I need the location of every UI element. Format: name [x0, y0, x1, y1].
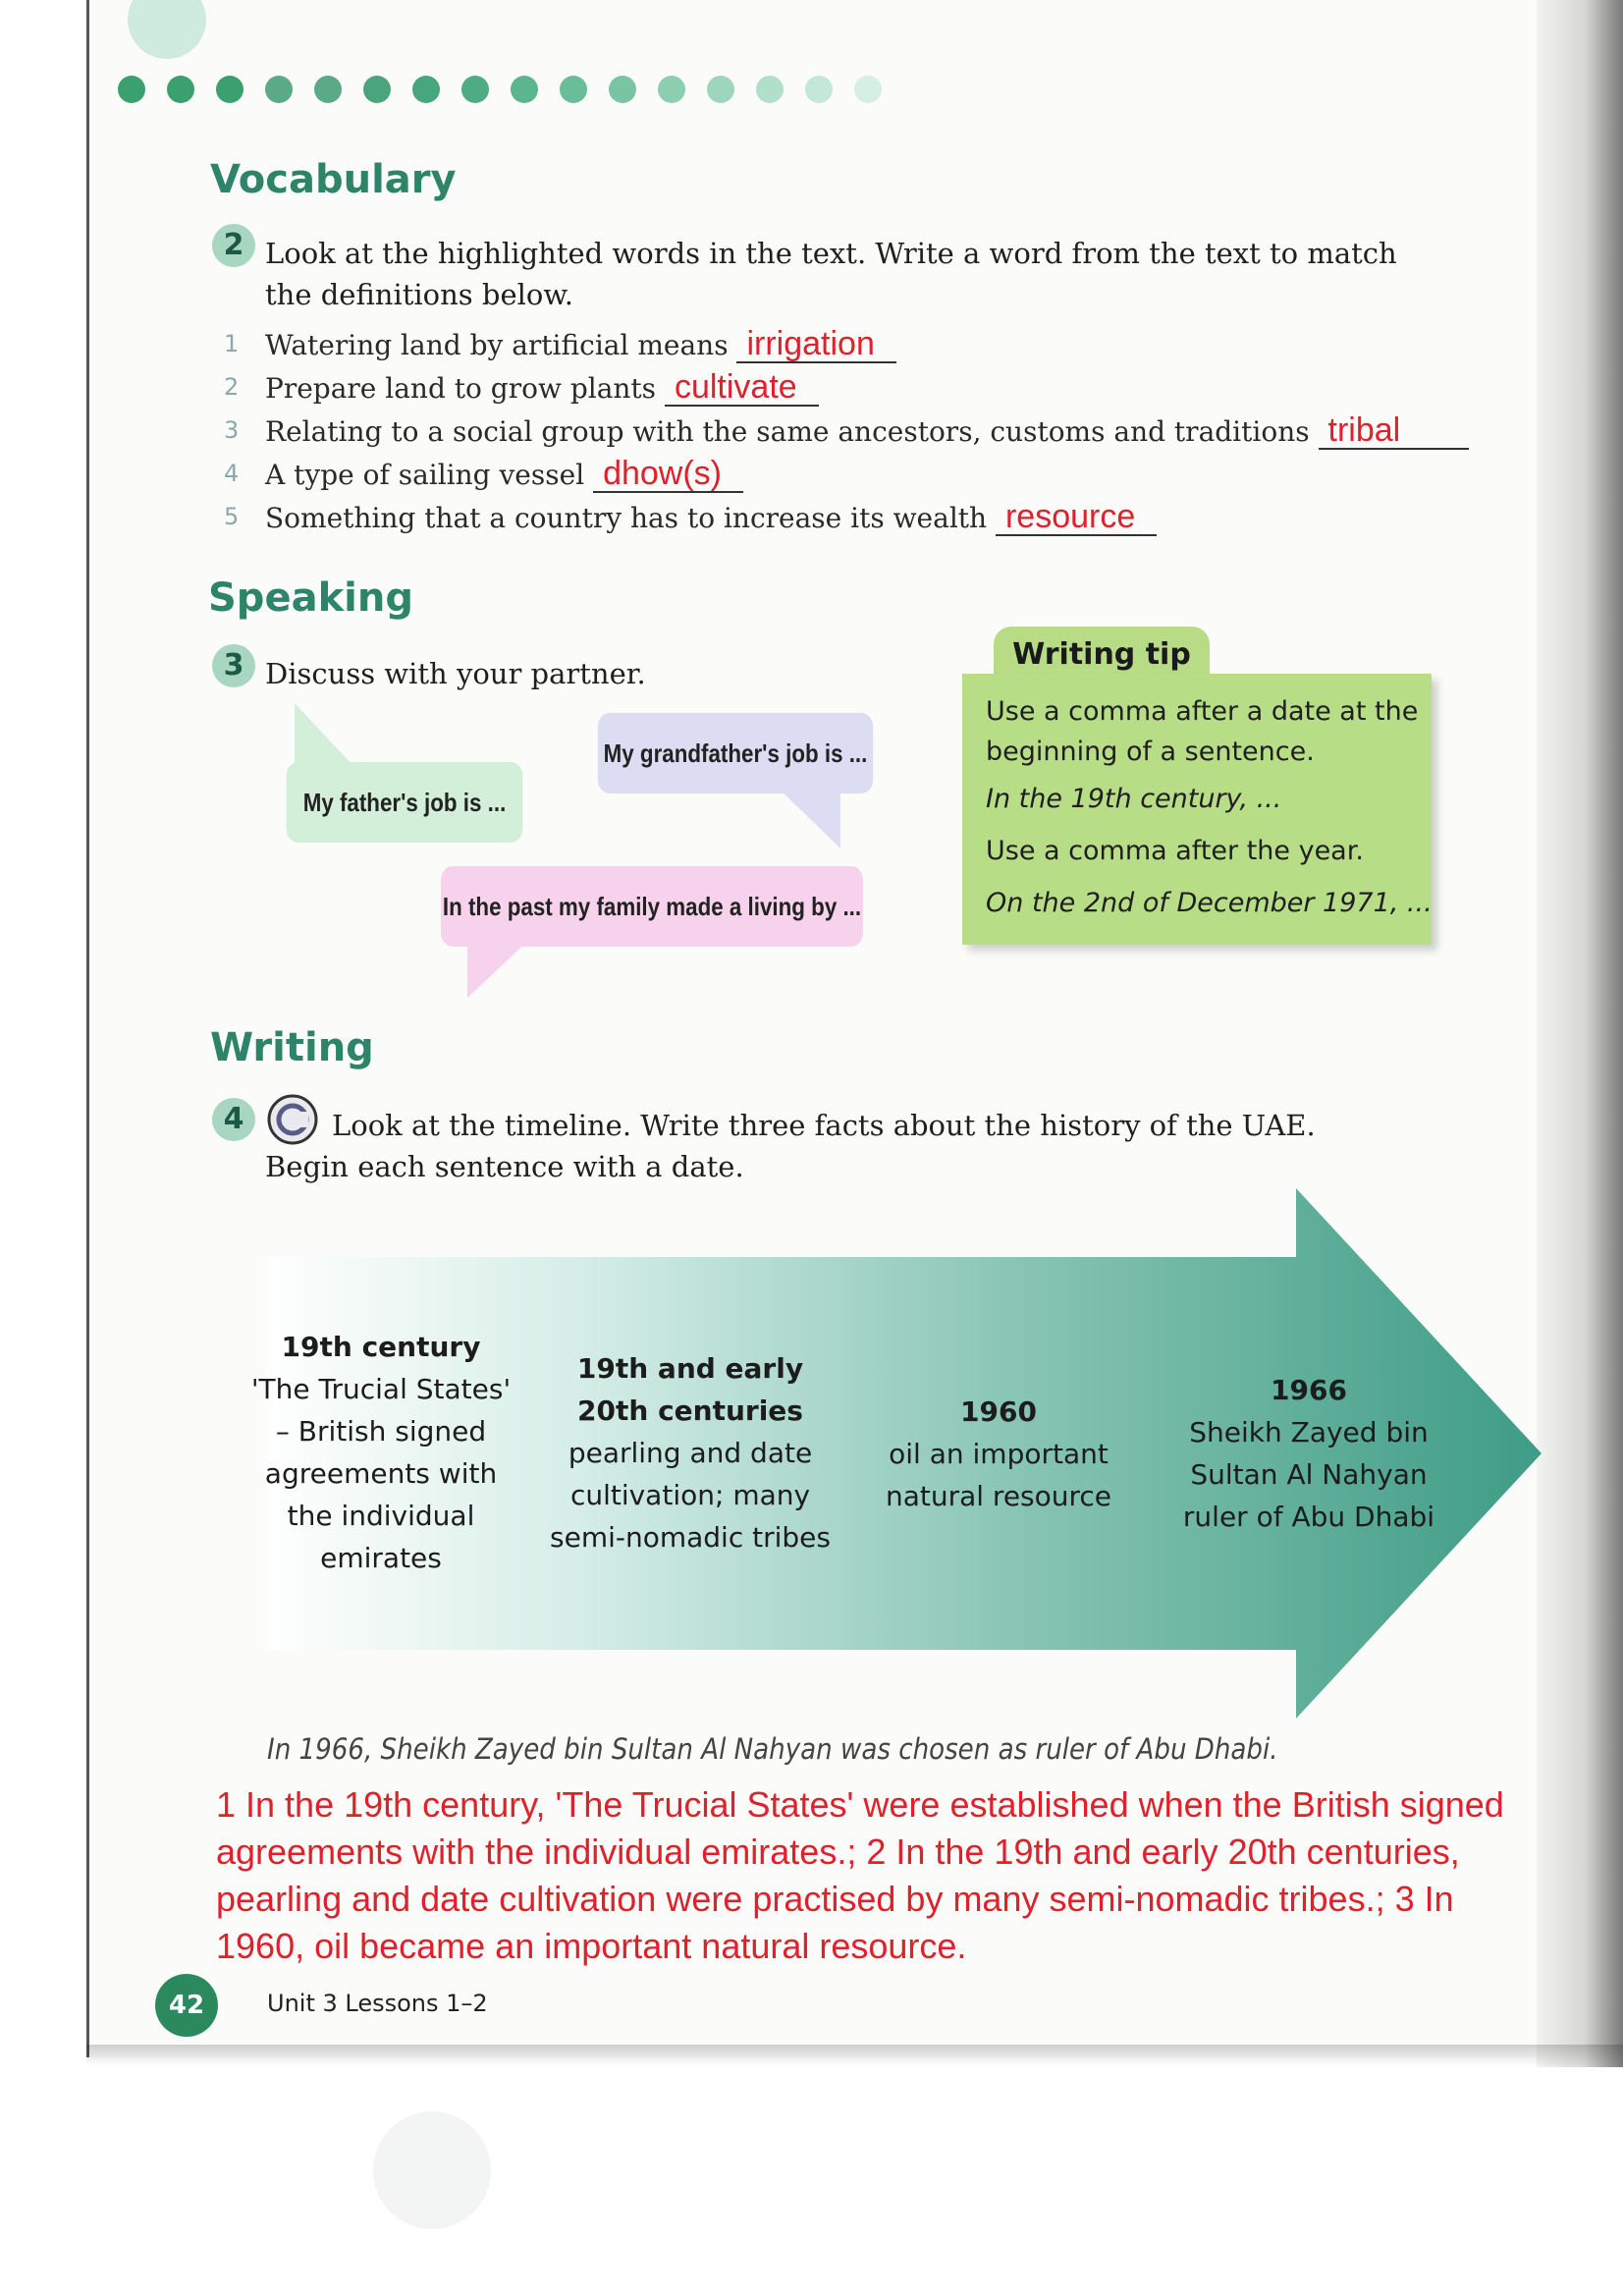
- answer-field[interactable]: cultivate: [665, 369, 819, 407]
- dot: [216, 76, 243, 103]
- example-sentence: In 1966, Sheikh Zayed bin Sultan Al Nahyan was chosen as ruler of Abu Dhabi.: [267, 1732, 1278, 1766]
- page-bottom-shadow: [86, 2045, 1623, 2066]
- dot: [265, 76, 293, 103]
- dot: [461, 76, 489, 103]
- bubble-tail-family: [461, 943, 530, 1002]
- timeline-text: emirates: [320, 1542, 442, 1574]
- answer-field[interactable]: irrigation: [736, 326, 895, 363]
- speech-bubble-family: In the past my family made a living by ...: [441, 866, 863, 947]
- dot: [118, 76, 145, 103]
- tip-line: Use a comma after the year.: [986, 836, 1364, 866]
- timeline-entry-1960: [866, 1391, 1131, 1517]
- critical-thinking-icon: [265, 1092, 320, 1147]
- dot: [314, 76, 342, 103]
- dot: [167, 76, 194, 103]
- list-item: [224, 367, 1500, 410]
- timeline-text: oil an important: [889, 1438, 1109, 1470]
- writing-heading: Writing: [210, 1025, 374, 1070]
- tip-example: On the 2nd of December 1971, ...: [986, 888, 1433, 918]
- timeline-text: agreements with: [264, 1457, 498, 1490]
- timeline-text: Sultan Al Nahyan: [1190, 1458, 1428, 1491]
- dot: [412, 76, 440, 103]
- writing-tip-box: [962, 674, 1432, 945]
- dot: [363, 76, 391, 103]
- definition-text: Prepare land to grow plants: [265, 372, 657, 405]
- timeline-entry-19th-20th-centuries: [538, 1347, 842, 1558]
- timeline-text: pearling and date: [568, 1437, 813, 1469]
- tip-line: Use a comma after a date at the: [986, 696, 1419, 727]
- unit-label: Unit 3 Lessons 1–2: [267, 1990, 488, 2017]
- decorative-circle: [373, 2111, 491, 2229]
- written-answer[interactable]: 1 In the 19th century, 'The Trucial States' were established when the British signed agreements with the individual emirates.; 2 In the 19th and early 20th centuries, pearling and date cultivation were practised by many semi-nomadic tribes.; 3 In 1960, oil became an important natural resource.: [216, 1784, 1504, 1966]
- vocabulary-instruction-line2: the definitions below.: [265, 278, 573, 311]
- exercise-number-2: 2: [212, 224, 255, 267]
- answer-field[interactable]: tribal: [1319, 412, 1470, 450]
- item-number: 1: [224, 330, 240, 357]
- timeline-date: 1960: [960, 1395, 1037, 1428]
- timeline-entry-1966: [1166, 1369, 1451, 1538]
- list-item: [224, 324, 1500, 367]
- vocabulary-instruction-line1: Look at the highlighted words in the text. Write a word from the text to match: [265, 237, 1397, 270]
- item-number: 4: [224, 460, 240, 487]
- answer-field[interactable]: resource: [996, 499, 1157, 536]
- answer-field[interactable]: dhow(s): [593, 456, 743, 493]
- timeline-text: – British signed: [275, 1415, 487, 1448]
- definition-text: Watering land by artificial means: [265, 329, 729, 361]
- dot: [854, 76, 882, 103]
- list-item: [224, 410, 1500, 454]
- timeline-text: cultivation; many: [569, 1479, 811, 1511]
- list-item: [224, 497, 1500, 540]
- timeline-text: Sheikh Zayed bin: [1189, 1416, 1429, 1449]
- dot: [805, 76, 833, 103]
- item-number: 3: [224, 416, 240, 444]
- item-definition: [265, 410, 1469, 454]
- dot: [511, 76, 538, 103]
- timeline-date: 19th century: [281, 1331, 481, 1363]
- dot: [560, 76, 587, 103]
- timeline-text: semi-nomadic tribes: [550, 1521, 831, 1554]
- writing-tip-title: Writing tip: [994, 627, 1210, 683]
- item-number: 5: [224, 503, 240, 530]
- item-definition: [265, 324, 896, 367]
- page-number: 42: [155, 1974, 218, 2037]
- speaking-heading: Speaking: [208, 575, 413, 621]
- page-edge-shadow: [1537, 0, 1623, 2067]
- timeline-text: 'The Trucial States': [250, 1373, 512, 1405]
- tip-line: beginning of a sentence.: [986, 737, 1315, 767]
- decorative-dot-strip: [118, 75, 882, 104]
- timeline-date: 19th and early: [576, 1352, 804, 1385]
- dot: [707, 76, 734, 103]
- timeline-text: ruler of Abu Dhabi: [1182, 1501, 1435, 1533]
- speech-bubble-grandfather: My grandfather's job is ...: [598, 713, 873, 793]
- timeline-text: natural resource: [885, 1480, 1112, 1512]
- writing-instruction-line1: Look at the timeline. Write three facts about the history of the UAE.: [332, 1109, 1316, 1142]
- item-definition: [265, 367, 819, 410]
- vocabulary-heading: Vocabulary: [210, 157, 457, 202]
- speech-bubble-father: My father's job is ...: [287, 762, 523, 843]
- list-item: [224, 454, 1500, 497]
- dot: [658, 76, 685, 103]
- dot: [756, 76, 784, 103]
- dot: [609, 76, 636, 103]
- tip-example: In the 19th century, ...: [986, 784, 1282, 814]
- exercise-number-4: 4: [212, 1098, 255, 1141]
- item-definition: [265, 454, 743, 497]
- speaking-instruction: Discuss with your partner.: [265, 657, 646, 690]
- timeline-date: 20th centuries: [577, 1394, 803, 1427]
- definition-text: Relating to a social group with the same ancestors, customs and traditions: [265, 415, 1310, 448]
- timeline-date: 1966: [1271, 1374, 1347, 1406]
- writing-instruction-line2: Begin each sentence with a date.: [265, 1150, 744, 1183]
- bubble-tail-grandfather: [776, 786, 844, 854]
- definition-text: Something that a country has to increase its wealth: [265, 502, 988, 534]
- timeline-text: the individual: [287, 1500, 475, 1532]
- exercise-number-3: 3: [212, 644, 255, 687]
- item-definition: [265, 497, 1157, 540]
- vocabulary-list: [224, 324, 1500, 540]
- item-number: 2: [224, 373, 240, 401]
- definition-text: A type of sailing vessel: [265, 459, 585, 491]
- timeline-entry-19th-century: [243, 1326, 518, 1579]
